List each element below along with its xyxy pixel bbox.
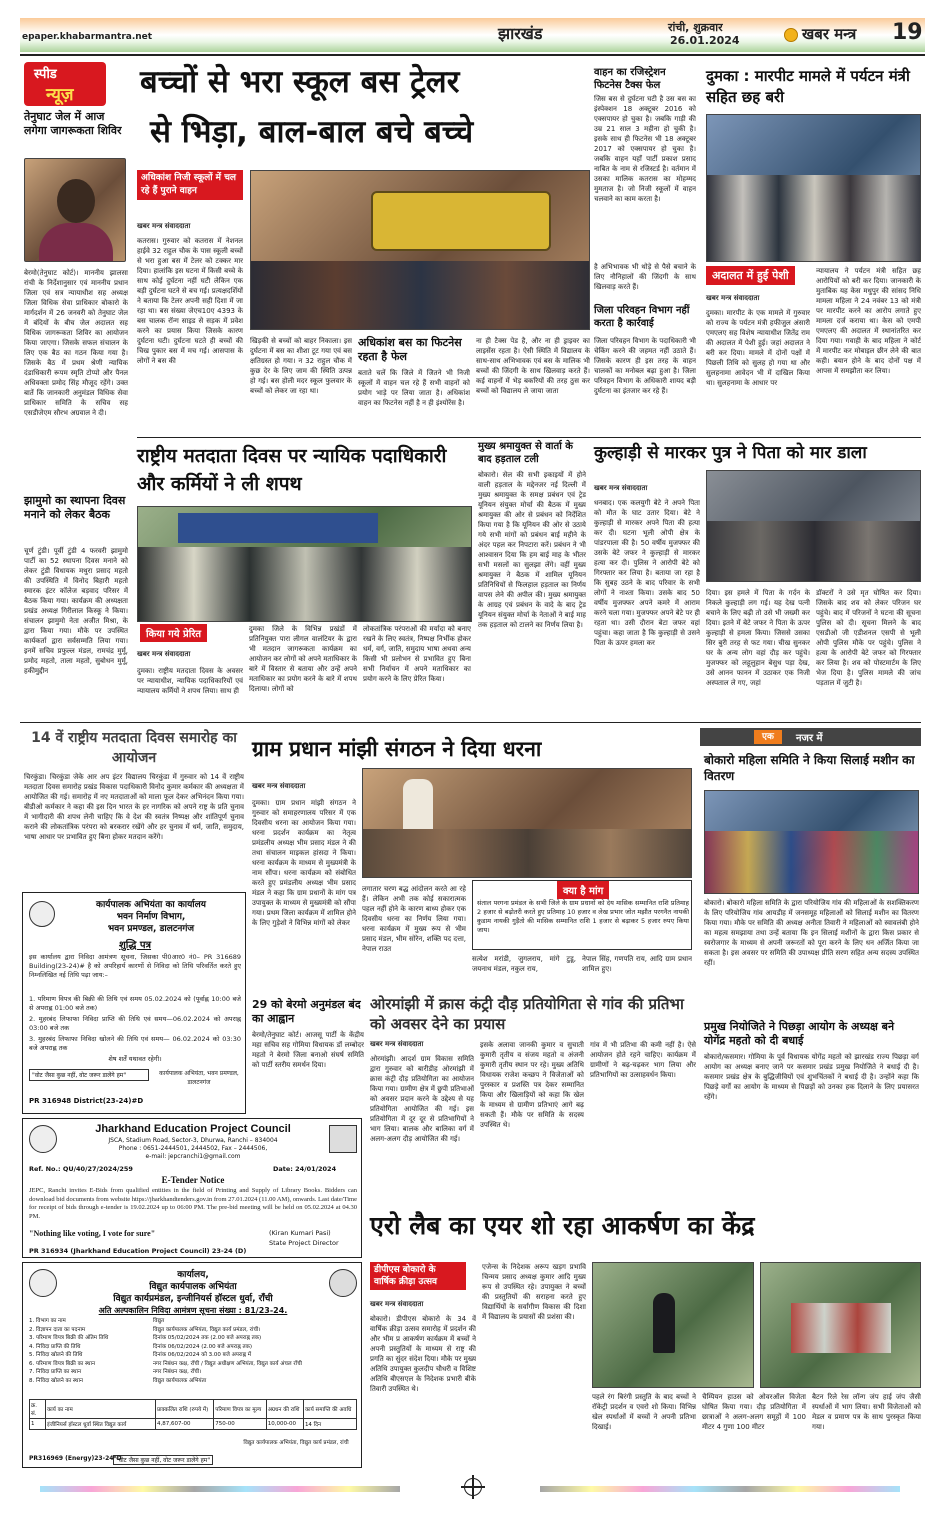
ad3-label: 7. निविदा प्राप्ति का स्थान: [29, 1369, 82, 1375]
ad-jepc-etender: [22, 1118, 362, 1258]
masthead: [20, 18, 925, 52]
registration-strip-left: [40, 1486, 400, 1492]
axe-body-2: दिया। इस हमले में पिता के गर्दन के निकले कुल्हाड़ी लग गई। यह देख पत्नी बचाने के लिए बढ़ी तो उसे भी जख्मी कर दिया। इतने में बेटे जफर ने पिता के ऊपर कुल्हाड़ी से हमला किया। जिससे उसका सिर बुरी तरह से फट गया। चीख सुनकर घर के अन्य लोग वहां दौड़ कर पहुंचे। मुजफ्फर को लहूलुहान बेसुध पड़ा देख, उसे आनन फानन में उठाकर एक निजी अस्पताल ले गए, जहां: [706, 589, 810, 687]
brand-logo-icon: [784, 28, 798, 42]
officials-row-shape: [138, 547, 472, 622]
ad3-label: 2. विज्ञापन दाता का पदनाम: [29, 1326, 86, 1333]
dumka-body-2: न्यायालय ने पर्यटन मंत्री सहित छह आरोपियों को बरी कर दिया। जानकारी के मुताबिक यह केस मधुपुर की सांसद निधि मामला महिला ने 24 नवंबर 13 को मंत्री पर मारपीट करने का आरोप लगाते हुए मामला दर्ज कराया था। केस को एमपी एमएलए की अदालत में स्थानांतरित कर दिया गया। गवाही के बाद महिला ने कोर्ट में मारपीट कर मोबाइल छीन लेने की बात कही। बयान होने के बाद दोनों पक्ष में आपस में समझौता कर लिया।: [816, 267, 921, 375]
table-row: [30, 1419, 357, 1430]
ad2-emblem-icon: [29, 1125, 57, 1153]
site-url[interactable]: epaper.khabarmantra.net: [22, 32, 153, 42]
speed-news-badge-top: स्पीड: [34, 67, 57, 82]
gram-protest-photo: [362, 768, 692, 878]
aero-body-2: एजेन्स के निदेशक अरूप खड़ग प्रभावि चिन्मय प्रसाद अध्यक्ष कुमार आदि मुख्य रूप से उपस्थित रहे। उपायुक्त ने बच्चों की प्रस्तुतियों की सराहना करते हुए विद्यार्थियों के सर्वांगीण विकास की दिशा में विद्यालय के प्रयासों की प्रशंसा की।: [482, 1263, 586, 1321]
ad3-value: दिनांक 06/02/2024 (2.00 बजे अपराह्न तक): [153, 1343, 253, 1350]
ad3-th: क्र. सं.: [30, 1400, 46, 1419]
ormanjhi-body-2: इसके अलावा जानकी कुमार व सुचाती कुमारी तृतीय व संजय महतो व अंजनी कुमारी तृतीय स्थान पर रहे। मुख्य अतिथि विधायक राजेश कच्छप ने विजेताओं को पुरस्कार व प्रशस्ति पत्र देकर सम्मानित किया और खिलाड़ियों को कहा कि खेल के माध्यम से ग्रामीण प्रतिभाएं आगे बढ़ सकती हैं। मौके पर समिति के सदस्य उपस्थित थे।: [480, 1041, 584, 1129]
ad1-title: शुद्धि पत्र: [118, 940, 152, 951]
ad1-pr: PR 316948 District(23-24)#D: [29, 1097, 144, 1105]
voter14-body: चिरकुंडा। चिरकुंडा जेके आर अप इंटर विद्यालय चिरकुंडा में गुरुवार को 14 वें राष्ट्रीय मतदाता दिवस समारोह प्रखंड विकास पदाधिकारी विनोद कुमार कर्मकार की अध्यक्षता में आयोजित की गई। समारोह में नए मतदाताओं को माला फूल देकर अभिनंदन किया गया। बीडीओ कर्मकार ने कहा की इस दिन भारत के हर नागरिक को अपने राष्ट्र के प्रति चुनाव में भागीदारी की शपथ लेनी चाहिए कि वे देश की स्वतंत्र निष्पक्ष और शांतिपूर्ण चुनाव कराने की लोकतांत्रिक परंपरा को बरकरार रखेंगे और हर चुनाव में धर्म, जाति, समुदाय, भाषा आधार पर प्रभावित हुए बिना होकर मतदान करेंगे।: [24, 773, 244, 841]
strike-headline: मुख्य श्रमायुक्त से वार्ता के बाद हड़ताल टली: [478, 441, 573, 465]
ad2-ref: Ref. No.: QU/40/27/2024/259: [29, 1165, 133, 1173]
ad3-label: 5. निविदा खोलने की तिथि: [29, 1352, 83, 1358]
dumka-byline: खबर मन्त्र संवाददाता: [706, 294, 760, 302]
crosshair-v: [472, 1475, 474, 1499]
group-people-shape: [707, 175, 921, 262]
voter-body-1: दुमका। राष्ट्रीय मतदाता दिवस के अवसर पर न्यायाधीश, न्यायिक पदाधिकारियों एवं न्यायालय कर्मियों ने शपथ लिया। साथ ही: [137, 667, 243, 695]
women-group-shape: [705, 831, 919, 894]
seated-crowd-shape: [363, 829, 692, 878]
gram-body-1: दुमका। ग्राम प्रधान मांझी संगठन ने गुरुवार को समाहरणालय परिसर में एक दिवसीय धरना का आयोजन किया गया। धरना प्रदर्शन कार्यक्रम का नेतृत्व प्रमंडलीय अध्यक्ष भीम प्रसाद मंडल ने की तथा संचालन माइकल हांसदा ने किया। धरना कार्यक्रम के माध्यम से मुख्यमंत्री के नाम सौंपा। धरना कार्यक्रम को संबोधित करते हुए प्रमंडलीय अध्यक्ष भीम प्रसाद मंडल ने कहा कि ग्राम प्रधानों के मांग पत्र उपायुक्त के माध्यम से मुख्यमंत्री को सौंपा गया। प्रथम जिला कार्यक्रम में शामिल होने के लिए गुड़ेशो ने विभिन्न मांगों को लेकर: [252, 799, 356, 927]
aero-tag: [370, 1262, 466, 1290]
gram-body-4: नेपाल सिंह, गणपति राय, आदि ग्राम प्रधान शामिल हुए।: [582, 955, 692, 973]
axe-headline: कुल्हाड़ी से मारकर पुत्र ने पिता को मार डाला: [594, 443, 867, 463]
gram-demand-body: संताल परगना प्रमंडल के सभी जिले के ग्राम प्रधानों को देय मासिक सम्मानित राशि प्रतिमाह 2 हजार से बढ़ोतरी करते हुए प्रतिमाह 10 हजार व लेख प्रभार जोत मझौत परगनैत नायकी कुडाम नायकी गुड़ैतो की मासिक सम्मानित राशि 1 हजार से बढ़ाकर 5 हजार रुपए किया जाय।: [477, 899, 689, 934]
dumka-body-1: दुमका। मारपीट के एक मामले में गुरुवार को राज्य के पर्यटन मंत्री हफीजुल अंसारी एमएलए सह विशेष न्यायाधीश जितेंद्र राम की अदालत में पेशी हुई। जहां अदालत ने बरी कर दिया। मामले में दोनों पक्षों में पिछली तिथि को सुलह हो गया था और सुलहनामा आवेदन भी में दाखिल किया था। सुलहनामा के आधार पर: [706, 309, 810, 387]
ad1-office: कार्यपालक अभियंता का कार्यालय: [96, 900, 206, 910]
ad3-value: नगर निबंधन कक्ष, राँची / विद्युत अधीक्षण अभियंता, विद्युत कार्य अंचल राँची: [153, 1360, 302, 1367]
ad3-value: विद्युत कार्यपालक अभियंता: [153, 1377, 207, 1384]
ad3-values: [153, 1317, 357, 1385]
ad3-value: दिनांक 05/02/2024 तक (2.00 बजे अपराह्न तक): [153, 1335, 262, 1341]
ad3-sign: विद्युत कार्यपालक अभियंता, विद्युत कार्य प्रमंडल, रांची: [243, 1440, 349, 1446]
bus-body-2: खिड़की से बच्चों को बाहर निकाला। इस दुर्घटना में बस का शीशा टूट गया एवं बस क्षतिग्रस्त हो गया। न 32 राहुल चौक में कुछ देर के लिए जाम की स्थिति उत्पन्न हो गई। बस होली मदर स्कूल फुलवार के बच्चों को लेकर जा रहा था।: [250, 337, 352, 395]
ad2-sign-title: State Project Director: [269, 1239, 339, 1247]
ad-building-corrigendum: [22, 892, 246, 1114]
transport-body: जिला परिवहन विभाग के पदाधिकारी भी चेकिंग करने की जहमत नहीं उठाते हैं। जिसके कारण ही इस तरह के वाहन चालकों का मनोबल बढ़ा हुआ है। जिला परिवहन विभाग के अधिकारी शायद बड़ी दुर्घटना का इंतजार कर रहे हैं।: [594, 337, 696, 395]
ad3-value: विद्युत कार्यपालक अभियंता, विद्युत कार्य प्रमंडल, रांची।: [153, 1326, 261, 1333]
voter-headline: राष्ट्रीय मतदाता दिवस पर न्यायिक पदाधिकारी और कर्मियों ने ली शपथ: [137, 445, 447, 495]
ad2-notice: E-Tender Notice: [161, 1175, 225, 1185]
bus-headline-line1: बच्चों से भरा स्कूल बस ट्रेलर: [140, 64, 460, 100]
bus-body-3: बताते चलें कि जिले में जितने भी निजी स्कूलों में वाहन चल रहे हैं सभी वाहनों को प्रयोग भाड़े पर लिया जाता है। अधिकांश वाहन का फिटनेस नहीं है न ही इंश्योरेंस है।: [358, 369, 470, 407]
ad1-line3: 3. मुहरबंद लिफाफा निविदा खोलने की तिथि एवं समय— 06.02.2024 को 03:30 बजे अपराह्न तक: [29, 1035, 241, 1052]
speed-news-s2-body: चूर्ण टुंडी। पूर्वी टुंडी 4 फरवरी झामुमो पार्टी का 52 स्थापना दिवस मनाने को लेकर टुंडी विधायक मथुरा प्रसाद महतो की उपस्थिति में विनोद बिहारी महतो स्मारक इंटर कॉलेज बड़वाद परिसर में बैठक किया गया। कार्यक्रम की अध्यक्षता प्रखंड अध्यक्ष गिरीलाल किस्कू ने किया। संचालन झामुमो नेता अजीत मिश्रा, के द्वारा किया गया। मौके पर उपस्थित कार्यकर्ता द्वारा सर्वसम्मति लिया गया। इनमें सचिव प्रफुल्ल मंडल, रामचंद्र मुर्मू, प्रमोद महतो, ताला महतो, सुबोधन मुर्मू, हकीमुद्दीन: [24, 547, 128, 675]
ad-electricity-tender: [22, 1262, 362, 1468]
bermo-body: बेरमो/तेनुघाट कोर्ट। आजसू पार्टी के केंद्रीय महा सचिव सह गोमिया विधायक डॉ लम्बोदर महतो ने बेरमो जिला बनाओ संघर्ष समिति को पार्टी स्तरीय समर्थन दिया।: [252, 1031, 364, 1069]
bus-body-4: ना ही टैक्स पेड है, और ना ही ड्राइवर का लाइसेंस रहता है। ऐसी स्थिति में विद्यालय के साथ-साथ अभिभावक एवं बस के मालिक भी बच्चों की जिंदगी के साथ खिलवाड़ करते हैं। कई वाहनों में भेड़ बकरियों की तरह ठुस कर बच्चों को विद्यालय ले जाया जाता: [476, 337, 590, 395]
bokaro-kicker-bar: [700, 728, 921, 746]
banner-shape: [178, 513, 378, 543]
gram-demand-tag: क्या है मांग: [557, 881, 609, 899]
axe-scene-photo: [706, 470, 921, 582]
ad3-labels: [29, 1317, 149, 1385]
bermo-headline: 29 को बेरमो अनुमंडल बंद का आह्वान: [252, 998, 361, 1025]
ad3-slogan: "वोट जैसा कुछ नहीं, वोट जरूर डालेंगे हम": [113, 1455, 213, 1465]
speed-news-s1-photo: [24, 158, 126, 262]
ormanjhi-byline: खबर मन्त्र संवाददाता: [370, 1040, 424, 1048]
bokaro-subhead: प्रमुख नियोजिते ने पिछड़ा आयोग के अध्यक्ष बने योगेंद्र महतो को दी बधाई: [704, 1020, 895, 1047]
ad3-td: 10,000-00: [266, 1419, 303, 1430]
ad3-th: कार्य का नाम: [46, 1400, 156, 1419]
speed-news-s2-headline: झामुमो का स्थापना दिवस मनाने को लेकर बैठक: [24, 494, 126, 521]
ad1-sign: कार्यपालक अभियंता, भवन प्रमण्डल, डालटनगंज: [159, 1070, 239, 1086]
bokaro-sub-body: बोकारो/कसमार। गोमिया के पूर्व विधायक योगेंद्र महतो को झारखंड राज्य पिछड़ा वर्ग आयोग का अध्यक्ष बनाए जाने पर कसमार प्रखंड प्रमुख नियोजिते ने बधाई दी है। कसमार प्रखंड क्षेत्र के बुद्धिजीवियों एवं शुभचिंतकों ने बधाई दी है। उन्होंने कहा कि पिछड़े वर्गों का आयोग के माध्यम से पिछड़ों को उनका हक दिलाने के लिए प्रयासरत रहेंगे।: [704, 1053, 919, 1101]
ad3-div: विद्युत कार्यप्रमंडल, इन्जीनियर्स हॉस्टल धुर्वा, राँची: [113, 1294, 273, 1304]
ad3-label: 6. परिमाण विपत्र बिक्री का स्थान: [29, 1360, 96, 1367]
ad3-emblem-icon: [29, 1269, 57, 1297]
registration-crosshair-icon: [464, 1478, 482, 1496]
dumka-headline: दुमका : मारपीट मामले में पर्यटन मंत्री सहित छह बरी: [706, 67, 910, 106]
aero-body-4: चैम्पियन हाउस को ओवरऑल विजेता घोषित किया गया। दौड़ प्रतियोगिता में छात्राओं ने अलग-अलग समूहों में 100 मीटर 4 गुणा 100 मीटर: [702, 1393, 806, 1431]
ormanjhi-headline: ओरमांझी में क्रास कंट्री दौड़ प्रतियोगिता से गांव की प्रतिभा को अवसर देने का प्रयास: [370, 995, 684, 1033]
ad2-addr: JSCA, Stadium Road, Sector-3, Dhurwa, Ranchi – 834004: [108, 1137, 278, 1144]
ad1-line2: 2. मुहरबंद लिफाफा निविदा प्राप्ति की तिथि एवं समय—06.02.2024 को अपराह्न 03:00 बजे तक: [29, 1015, 241, 1032]
ad2-body: JEPC, Ranchi invites E-Bids from qualified entities in the field of Printing and Supply of Library Books. Bidders can download bid documents from website https://jharkhandtenders.gov.in from 27.01.2024 (11.00 AM), onwards. Last date/Time for receipt of bids through e-tender is 19.02.2024 up to 06:00 PM. The pre-bid meeting will be held on 05.02.2024 at 04.30 PM.: [29, 1187, 357, 1220]
speed-news-s1-headline: तेनुघाट जेल में आज लगेगा जागरूकता शिविर: [24, 110, 122, 137]
ad2-title: Jharkhand Education Project Council: [95, 1123, 291, 1135]
portrait-shoulders: [39, 223, 113, 262]
ad3-title: अति अल्पकालिन निविदा आमंत्रण सूचना संख्या : 81/23-24.: [98, 1306, 288, 1315]
bus-subhead: अधिकांश बस का फिटनेस रहता है फेल: [358, 336, 462, 363]
runners-group: [791, 1303, 891, 1353]
city-day: रांची, शुक्रवार: [668, 21, 723, 34]
ormanjhi-body-1: ओरमांझी। आदर्श ग्राम विकास समिति द्वारा गुरुवार को बारीडीह ओरमांझी में क्रास कंट्री दौड़ प्रतियोगिता का आयोजन किया गया। ग्रामीण क्षेत्र में छुपी प्रतिभाओं को अवसर प्रदान करने के उद्देश्य से यह प्रतियोगिता आयोजित की गई। इस प्रतियोगिता में दूर दूर से प्रतिभागियों ने भाग लिया। बालक और बालिका वर्ग में अलग-अलग दौड़ आयोजित की गई।: [370, 1055, 474, 1143]
axe-byline: खबर मन्त्र संवाददाता: [594, 484, 648, 492]
bus-accident-photo: [250, 170, 590, 330]
ad3-value: नगर निबंधन कक्ष, राँची।: [153, 1369, 202, 1375]
aero-tag-line1: डीपीएस बोकारो के: [374, 1265, 436, 1275]
ad3-info-rows: [29, 1317, 357, 1395]
voter14-headline: 14 वें राष्ट्रीय मतदाता दिवस समारोह का आयोजन: [31, 730, 237, 766]
strike-body: बोकारो। सेल की सभी इकाइयों में होने वाली हड़ताल के मद्देनजर नई दिल्ली में मुख्य श्रमायुक्त के समक्ष प्रबंधन एवं ट्रेड यूनियन संयुक्त मोर्चा की बैठक में मुख्य श्रमायुक्त की ओर से प्रबंधन को निर्देशित किया गया है कि यूनियन की ओर से उठाये गये सभी मांगों को प्रबंधन बाई महीने के अंदर पहल कर निपटारा करें। प्रबंधन ने भी आश्वासन दिया कि हम बाई माह के भीतर सभी मसलों का सुलझा लेंगे। वहीं मुख्य श्रमायुक्त ने बैठक में शामिल यूनियन प्रतिनिधियों से फिलहाल हड़ताल का निर्णय वापस लेने की अपील की। मुख्य श्रमायुक्त के आग्रह एवं प्रबंधन के वादे के बाद ट्रेड यूनियन संयुक्त मोर्चा के नेताओं ने बाई माह तक हड़ताल को टालने का निर्णय लिया है।: [478, 471, 586, 629]
bus-kicker: अधिकांश निजी स्कूलों में चल रहे हैं पुराने वाहन: [137, 170, 243, 200]
ad1-line4: शेष शर्तें यथावत रहेगी।: [108, 1055, 162, 1063]
dumka-court-photo: [706, 114, 921, 262]
bus-vehicle-shape: [371, 191, 551, 251]
ad3-label: 8. निविदा खोलने का स्थान: [29, 1377, 83, 1384]
bokaro-kicker-label: नजर में: [796, 733, 823, 744]
ad3-table-header: [30, 1400, 357, 1419]
ad3-td: इंजीनियर्स हॉस्टल धुर्वा स्थित विद्युत कार्य: [46, 1419, 156, 1430]
aero-race-photo-1: [592, 1262, 754, 1388]
reg-headline: वाहन का रजिस्ट्रेशन फिटनेस टैक्स फेल: [594, 67, 666, 91]
brand-name: खबर मन्त्र: [802, 25, 857, 43]
ad1-dept: भवन निर्माण विभाग,: [116, 912, 186, 922]
ad3-office: कार्यालय,: [177, 1270, 209, 1280]
gram-body-2: लगातार चरण बद्ध आंदोलन करते आ रहे हैं। लेकिन अभी तक कोई सकारात्मक पहल नहीं होने के कारण बाध्य होकर एक दिवसीय धरना का निर्णय लिया गया। धरना कार्यक्रम में मुख्य रूप से भीम प्रसाद मंडल, भीम सोरेन, शक्ति पद दत्ता, नेपाल राउत: [362, 885, 466, 953]
divider-row2: [20, 722, 921, 723]
aero-body-1: बोकारो। डीपीएस बोकारो के 34 वें वार्षिक क्रीड़ा उत्सव समारोह में प्रदर्शन की और भीम प्र आकर्षण कार्यक्रम में बच्चों ने अपनी प्रस्तुतियों के माध्यम से राष्ट्र की प्रगति का सुंदर संदेश दिया। मौके पर मुख्य अतिथि उपायुक्त कुलदीप चौधरी व विशिष्ट अतिथि बीएसएल के निदेशक प्रभारी बीके तिवारी उपस्थित थे।: [370, 1315, 476, 1393]
crowd-shape: [251, 261, 590, 330]
section-name: झारखंड: [498, 24, 543, 43]
bus-byline: खबर मन्त्र संवाददाता: [137, 222, 191, 230]
aero-headline: एरो लैब का एयर शो रहा आकर्षण का केंद्र: [370, 1211, 755, 1240]
divider-row1: [137, 437, 921, 438]
ad3-th: परिमाण विपत्र का मूल्य: [214, 1400, 267, 1419]
bokaro-body: बोकारो। बोकारो महिला समिति के द्वारा परियोजिय गांव की महिलाओं के सशक्तिकरण के लिए परियोजिय गांव आयडीह में जनसमूह महिलाओं को सिलाई मशीन का वितरण किया गया। मौके पर समिति की अध्यक्ष अनीता तिवारी ने महिलाओं को स्वावलंबी होने का महत्व समझाया तथा उन्हें बताया कि इन सिलाई मशीनों के द्वारा किस प्रकार से स्वरोजगार के माध्यम से अपनी जरूरतों को पूरा करने के लिए धन अर्जित किया जा सकता है। इस अवसर पर समिति की उपाध्यक्ष प्रीति सरण सहित अन्य सदस्य उपस्थित रहीं।: [704, 899, 919, 967]
speed-news-badge-bottom: न्यूज़: [46, 85, 74, 105]
footer-registration-bar: [20, 1476, 925, 1500]
aero-race-photo-2: [760, 1262, 921, 1388]
voter-body-3: लोकतांत्रिक परंपराओं की मर्यादा को बनाए रखने के लिए स्वतंत्र, निष्पक्ष निर्भीक होकर धर्म, वर्ग, जाति, समुदाय भाषा अथवा अन्य किसी भी प्रलोभन से प्रभावित हुए बिना सभी निर्वाचन में अपने मताधिकार का प्रयोग करने के लिए प्रेरित किया।: [363, 625, 471, 683]
voter-byline: खबर मन्त्र संवाददाता: [137, 650, 191, 658]
ad3-dept: विद्युत कार्यपालक अभियंता: [149, 1282, 237, 1292]
ad3-th: कार्य समाप्ति की अवधि: [303, 1400, 356, 1419]
voter-oath-photo: [137, 506, 472, 622]
ad2-sign-name: (Kiran Kumari Pasi): [269, 1229, 331, 1237]
ad1-div: भवन प्रमण्डल, डालटनगंज: [107, 924, 195, 934]
ad1-line1: 1. परिमाण विपत्र की बिक्री की तिथि एवं समय 05.02.2024 को (पूर्वाह्न 10:00 बजे से अपराह्न 01:00 बजे तक): [29, 995, 241, 1012]
ad2-logo-icon: [329, 1125, 357, 1153]
crowd-shape: [707, 521, 921, 582]
ad3-label: 4. निविदा प्राप्ति की तिथि: [29, 1343, 81, 1350]
ad2-email: e-mail: jepcranchi1@gmail.com: [145, 1153, 241, 1160]
reg-body: जिस बस से दुर्घटना घटी है उस बस का इंस्पेक्शन 18 अक्टूबर 2016 को एक्सपायर हो चुका है। जबकि गाड़ी की उम्र 21 साल 3 महीना हो चुकी है। इसके साथ ही फिटनेस भी 18 अक्टूबर 2017 को एक्सपायर हो चुका है। जबकि वाहन यहाँ पार्टी प्रकाश प्रसाद नाबित के नाम से रजिस्टर्ड है। वर्तमान में उसका मालिक कतरास का मोहम्मद मुमताज है। जो निजी स्कूलों में वाहन चलवाने का काम करता है।: [594, 95, 696, 203]
gram-byline: खबर मन्त्र संवाददाता: [252, 782, 306, 790]
aero-body-3: पहले रंग बिरंगी प्रस्तुति के बाद बच्चों ने रॉकेट्री प्रदर्शन व एवरो शो किया। विभिन्न खेल स्पर्धाओं में बच्चों ने अपनी प्रतिभा दिखाई।: [592, 1393, 696, 1431]
ad3-label: 1. विभाग का नाम: [29, 1318, 66, 1324]
issue-date: 26.01.2024: [670, 34, 740, 47]
bokaro-headline: बोकारो महिला समिति ने किया सिलाई मशीन का वितरण: [704, 753, 915, 783]
axe-body-1: धनबाद। एक कलयुगी बेटे ने अपने पिता को मौत के घाट उतार दिया। बेटे ने कुल्हाड़ी से मारकर अपने पिता की हत्या कर दी। घटना भूली ओपी क्षेत्र के पांडरपाला की है। 50 वर्षीय मुजफ्फर की उसके बेटे जफर ने कुल्हाड़ी से मारकर हत्या कर दी। पुलिस ने आरोपी बेटे को गिरफ्तार कर लिया है। बताया जा रहा है कि सुबह उठने के बाद परिवार के सभी लोगों ने नाश्ता किया। उसके बाद 50 वर्षीय मुजफ्फर अपने कमरे में आराम करने चला गया। मुजफ्फर अपने बेटे पर ही रहता था। उसी दौरान बेटा जफर वहां पहुंचा। कहा जाता है कि कुल्हाड़ी से उसने पिता के ऊपर हमला कर: [594, 499, 700, 647]
ad3-value: विद्युत: [153, 1318, 165, 1324]
ad3-th: अग्रधन की राशि: [266, 1400, 303, 1419]
ad3-td: 4,87,607-00: [156, 1419, 214, 1430]
ad2-phone: Phone : 0651-2444501, 2444502, Fax – 2444506,: [118, 1145, 268, 1152]
gram-demand-box: [472, 880, 692, 950]
ad3-value: दिनांक 06/02/2024 को 3.00 बजे अपराह्न में: [153, 1352, 252, 1358]
portrait-figure-icon: [57, 179, 95, 223]
gram-headline: ग्राम प्रधान मांझी संगठन ने दिया धरना: [252, 737, 542, 761]
ad3-table: [29, 1399, 357, 1430]
registration-strip-right: [540, 1486, 900, 1492]
ad3-td: 1: [30, 1419, 46, 1430]
bus-headline-line2: से भिड़ा, बाल-बाल बचे बच्चे: [150, 114, 474, 150]
runner-figure: [653, 1293, 675, 1353]
ad3-logo-icon: [329, 1269, 357, 1297]
ormanjhi-body-3: गांव में भी प्रतिभा की कमी नहीं है। ऐसे आयोजन होते रहने चाहिए। कार्यक्रम में ग्रामीणों ने बढ़-चढ़कर भाग लिया और प्रतिभागियों का उत्साहवर्धन किया।: [590, 1041, 696, 1079]
transport-headline: जिला परिवहन विभाग नहीं करता है कार्रवाई: [594, 305, 690, 329]
bokaro-kicker-badge: एक: [754, 730, 782, 744]
reg-body-2: है अभिभावक भी थोड़े से पैसे बचाने के लिए नौनिहालों की जिंदगी के साथ खिलवाड़ करते हैं।: [594, 263, 696, 291]
speed-news-badge: [24, 62, 106, 106]
bokaro-sewing-photo: [704, 790, 919, 894]
ad1-emblem-icon: [29, 901, 55, 927]
voter-tag: किया गये प्रेरित: [140, 624, 207, 642]
page-number: 19: [892, 20, 923, 45]
ad3-td: 750-00: [214, 1419, 267, 1430]
aero-body-5: बैटन रिले रेस लॉन्ग जंप हाई जंप जैसी स्पर्धाओं में भाग लिया। सभी विजेताओं को मेडल व प्रमाण पत्र के साथ पुरस्कृत किया गया।: [812, 1393, 921, 1431]
ad2-date: Date: 24/01/2024: [273, 1165, 337, 1173]
masthead-rule: [20, 54, 925, 56]
bus-body-1: कतरास। गुरुवार को कतरास में नेशनल हाईवे 32 राहुल चौक के पास स्कूली बच्चों से भरा हुआ बस में टेलर को टक्कर मार दिया। हालांकि इस घटना में किसी बच्चे के साथ कोई दुर्घटना नहीं घटी लेकिन एक बड़ी दुर्घटना घटने से बच गई। प्रत्यक्षदर्शियों ने बताया कि टेलर अपनी सही दिशा में जा रहा था। बस संख्या जेएच10ए 4393 के बस चालक रॉन्ग साइड से सड़क में प्रवेश करने का प्रयास किया जिसके कारण दुर्घटना घटी। दुर्घटना घटते ही बच्चों की चिख पुकार बस में मच गई। आसपास के लोगों ने बस की: [137, 237, 243, 365]
aero-byline: खबर मन्त्र संवाददाता: [370, 1300, 424, 1308]
aero-tag-line2: वार्षिक क्रीड़ा उत्सव: [374, 1277, 438, 1287]
voter-body-2: दुमका जिले के विभिन्न प्रखंडों में प्रतिनियुक्त पारा लीगल वालंटियर के द्वारा भी मतदान जागरूकता कार्यक्रम का आयोजन कर लोगों को अपने मताधिकार के बारे में विस्तार से बताया और उन्हें अपने मताधिकार का प्रयोग करने के बारे में शपथ दिलाया। लोगों को: [249, 625, 357, 693]
ad3-pr: PR316969 (Energy)23-24*D: [29, 1455, 122, 1462]
ad3-td: 14 दिन: [303, 1419, 356, 1430]
ad1-slogan: "वोट जैसा कुछ नहीं, वोट जरूर डालेंगे हम": [29, 1069, 149, 1081]
ad2-slogan: "Nothing like voting, I vote for sure": [29, 1229, 156, 1238]
speed-news-s1-body: बेरमो(तेनुघाट कोर्ट)। माननीय झालसा रांची के निर्देशानुसार एवं माननीय प्रधान जिला एवं सत्र न्यायाधीश सह अध्यक्ष जिला विधिक सेवा प्राधिकार बोकारो के मार्गदर्शन में 26 जनवरी को तेनुघाट जेल में बंदियों के बीच जेल अदालत सह विधिक जागरूकता शिविर का आयोजन किया जाएगा। जिसके सफल संचालन के लिए एक बैठ का गठन किया गया है। जिसके बैठ में प्रथम श्रेणी न्यायिक दंडाधिकारी रूपम स्मृति टोप्पो और पैनल अधिवक्ता प्रमोद सिंह मौजूद रहेंगे। उक्त बातें कि जानकारी अनुमंडल विधिक सेवा प्राधिकार समिति के सचिव सह एसडीजेएम सौरभ अग्रवाल ने दी।: [24, 269, 128, 417]
gram-body-3: सत्येश मरांडी, जुगलराय, मांगे टुडू, जयनाथ मंडल, नकुल राय,: [472, 955, 576, 973]
axe-body-3: डॉक्टरों ने उसे मृत घोषित कर दिया। जिसके बाद शव को लेकर परिजन घर पहुंचे। बाद में परिजनों ने घटना की सूचना पुलिस को दी। सूचना मिलने के बाद एसडीओ जी एडीशनल एसपी से भूली ओपी पुलिस मौके पर पहुंचे। पुलिस ने हत्या के आरोपी बेटे जफर को गिरफ्तार कर लिया है। शव को पोस्टमार्टम के लिए भेज दिया है। पुलिस मामले की जांच पड़ताल में जुटी है।: [816, 589, 921, 687]
ad3-label: 3. परिमाण विपत्र बिक्री की अंतिम तिथि: [29, 1335, 109, 1341]
ad2-pr: PR 316934 (Jharkhand Education Project Council) 23-24 (D): [29, 1247, 247, 1255]
dumka-tag: अदालत में हुई पेशी: [706, 266, 795, 285]
ad1-body: इस कार्यालय द्वारा निविदा आमंत्रण सूचना, जिसका पी0आर0 नं0– PR 316689 Building(23-24)# है को अपरिहार्य कारणों से निविदा को तिथि परिवर्तित करते हुए निम्नलिखित नई तिथि पढ़ा जाय:–: [29, 953, 241, 979]
ad3-th: प्राक्कलित राशि (रुपये में): [156, 1400, 214, 1419]
